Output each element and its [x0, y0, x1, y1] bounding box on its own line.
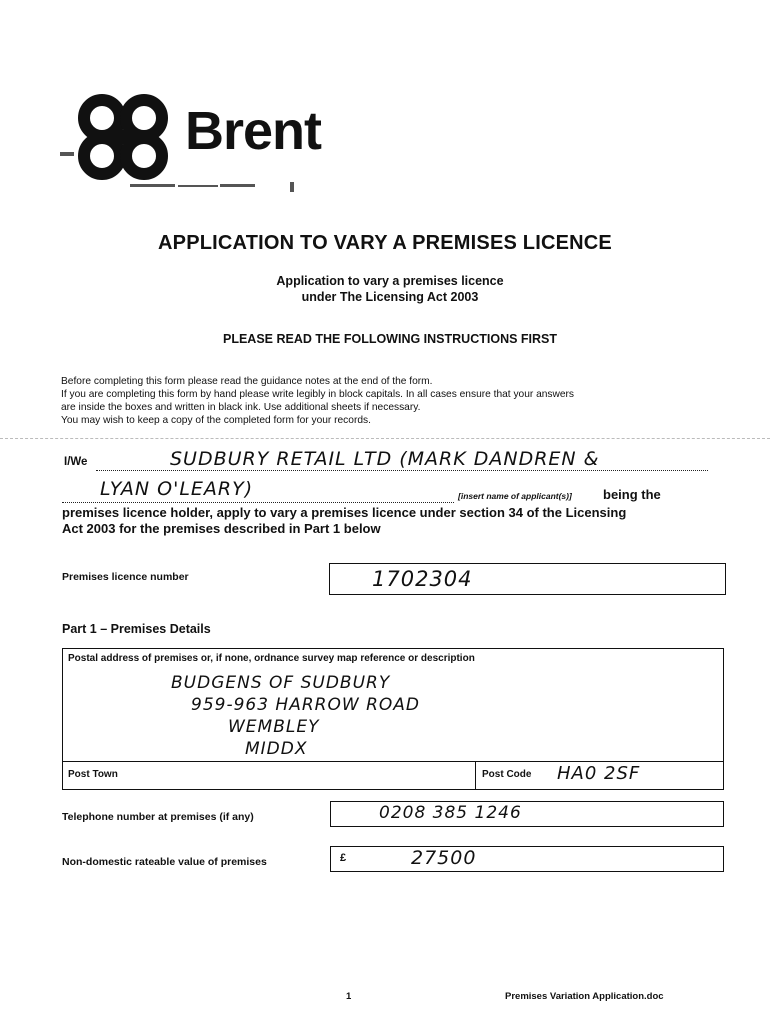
- address-line-3[interactable]: WEMBLEY: [228, 717, 320, 737]
- currency-symbol: £: [340, 852, 347, 864]
- premises-details-box: [62, 648, 724, 790]
- telephone-field[interactable]: [330, 801, 724, 827]
- post-col-divider: [475, 761, 476, 789]
- logo-wordmark: Brent: [185, 101, 322, 161]
- rateable-value-field[interactable]: [330, 846, 724, 872]
- telephone-value: 0208 385 1246: [379, 803, 522, 823]
- applicant-name-line-2[interactable]: LYAN O'LEARY): [100, 478, 254, 500]
- licence-number-value: 1702304: [372, 567, 473, 591]
- page-title: APPLICATION TO VARY A PREMISES LICENCE: [158, 232, 612, 254]
- applicant-label: I/We: [64, 456, 88, 468]
- being-the-text: being the: [603, 487, 661, 502]
- rateable-value-label: Non-domestic rateable value of premises: [62, 856, 267, 868]
- instructions-heading: PLEASE READ THE FOLLOWING INSTRUCTIONS FIRST: [222, 332, 558, 346]
- subtitle-line-1: Application to vary a premises licence: [276, 274, 504, 288]
- address-label: Postal address of premises or, if none, ordnance survey map reference or description: [68, 653, 475, 664]
- licence-number-label: Premises licence number: [62, 571, 189, 583]
- licence-number-field[interactable]: [329, 563, 726, 595]
- telephone-label: Telephone number at premises (if any): [62, 811, 254, 823]
- scan-artifact-line: [0, 438, 770, 439]
- statement-line-2: Act 2003 for the premises described in Part 1 below: [62, 521, 381, 536]
- instruction-line: Before completing this form please read the guidance notes at the end of the form.: [61, 376, 433, 387]
- post-code-value[interactable]: HA0 2SF: [557, 763, 641, 784]
- post-row-divider: [63, 761, 723, 762]
- applicant-name-line-1[interactable]: SUDBURY RETAIL LTD (MARK DANDREN &: [170, 448, 600, 470]
- rateable-value: 27500: [411, 847, 477, 869]
- address-line-4[interactable]: MIDDX: [245, 739, 308, 759]
- statement-line-1: premises licence holder, apply to vary a premises licence under section 34 of the Licensing: [62, 505, 627, 520]
- part-1-heading: Part 1 – Premises Details: [62, 622, 211, 636]
- address-line-1[interactable]: BUDGENS OF SUDBURY: [171, 673, 391, 693]
- address-line-2[interactable]: 959-963 HARROW ROAD: [191, 695, 420, 715]
- instruction-line: are inside the boxes and written in black ink. Use additional sheets if necessary.: [61, 402, 421, 413]
- post-code-label: Post Code: [482, 769, 532, 780]
- footer-filename: Premises Variation Application.doc: [505, 991, 664, 1002]
- instruction-line: If you are completing this form by hand please write legibly in block capitals. In all cases ensure that your answers: [61, 389, 575, 400]
- applicant-line-1: [96, 470, 708, 471]
- insert-name-hint: [insert name of applicant(s)]: [458, 491, 572, 501]
- subtitle-line-2: under The Licensing Act 2003: [301, 290, 479, 304]
- page-number: 1: [346, 991, 352, 1002]
- applicant-line-2: [62, 502, 454, 503]
- post-town-label: Post Town: [68, 769, 118, 780]
- instruction-line: You may wish to keep a copy of the completed form for your records.: [61, 415, 371, 426]
